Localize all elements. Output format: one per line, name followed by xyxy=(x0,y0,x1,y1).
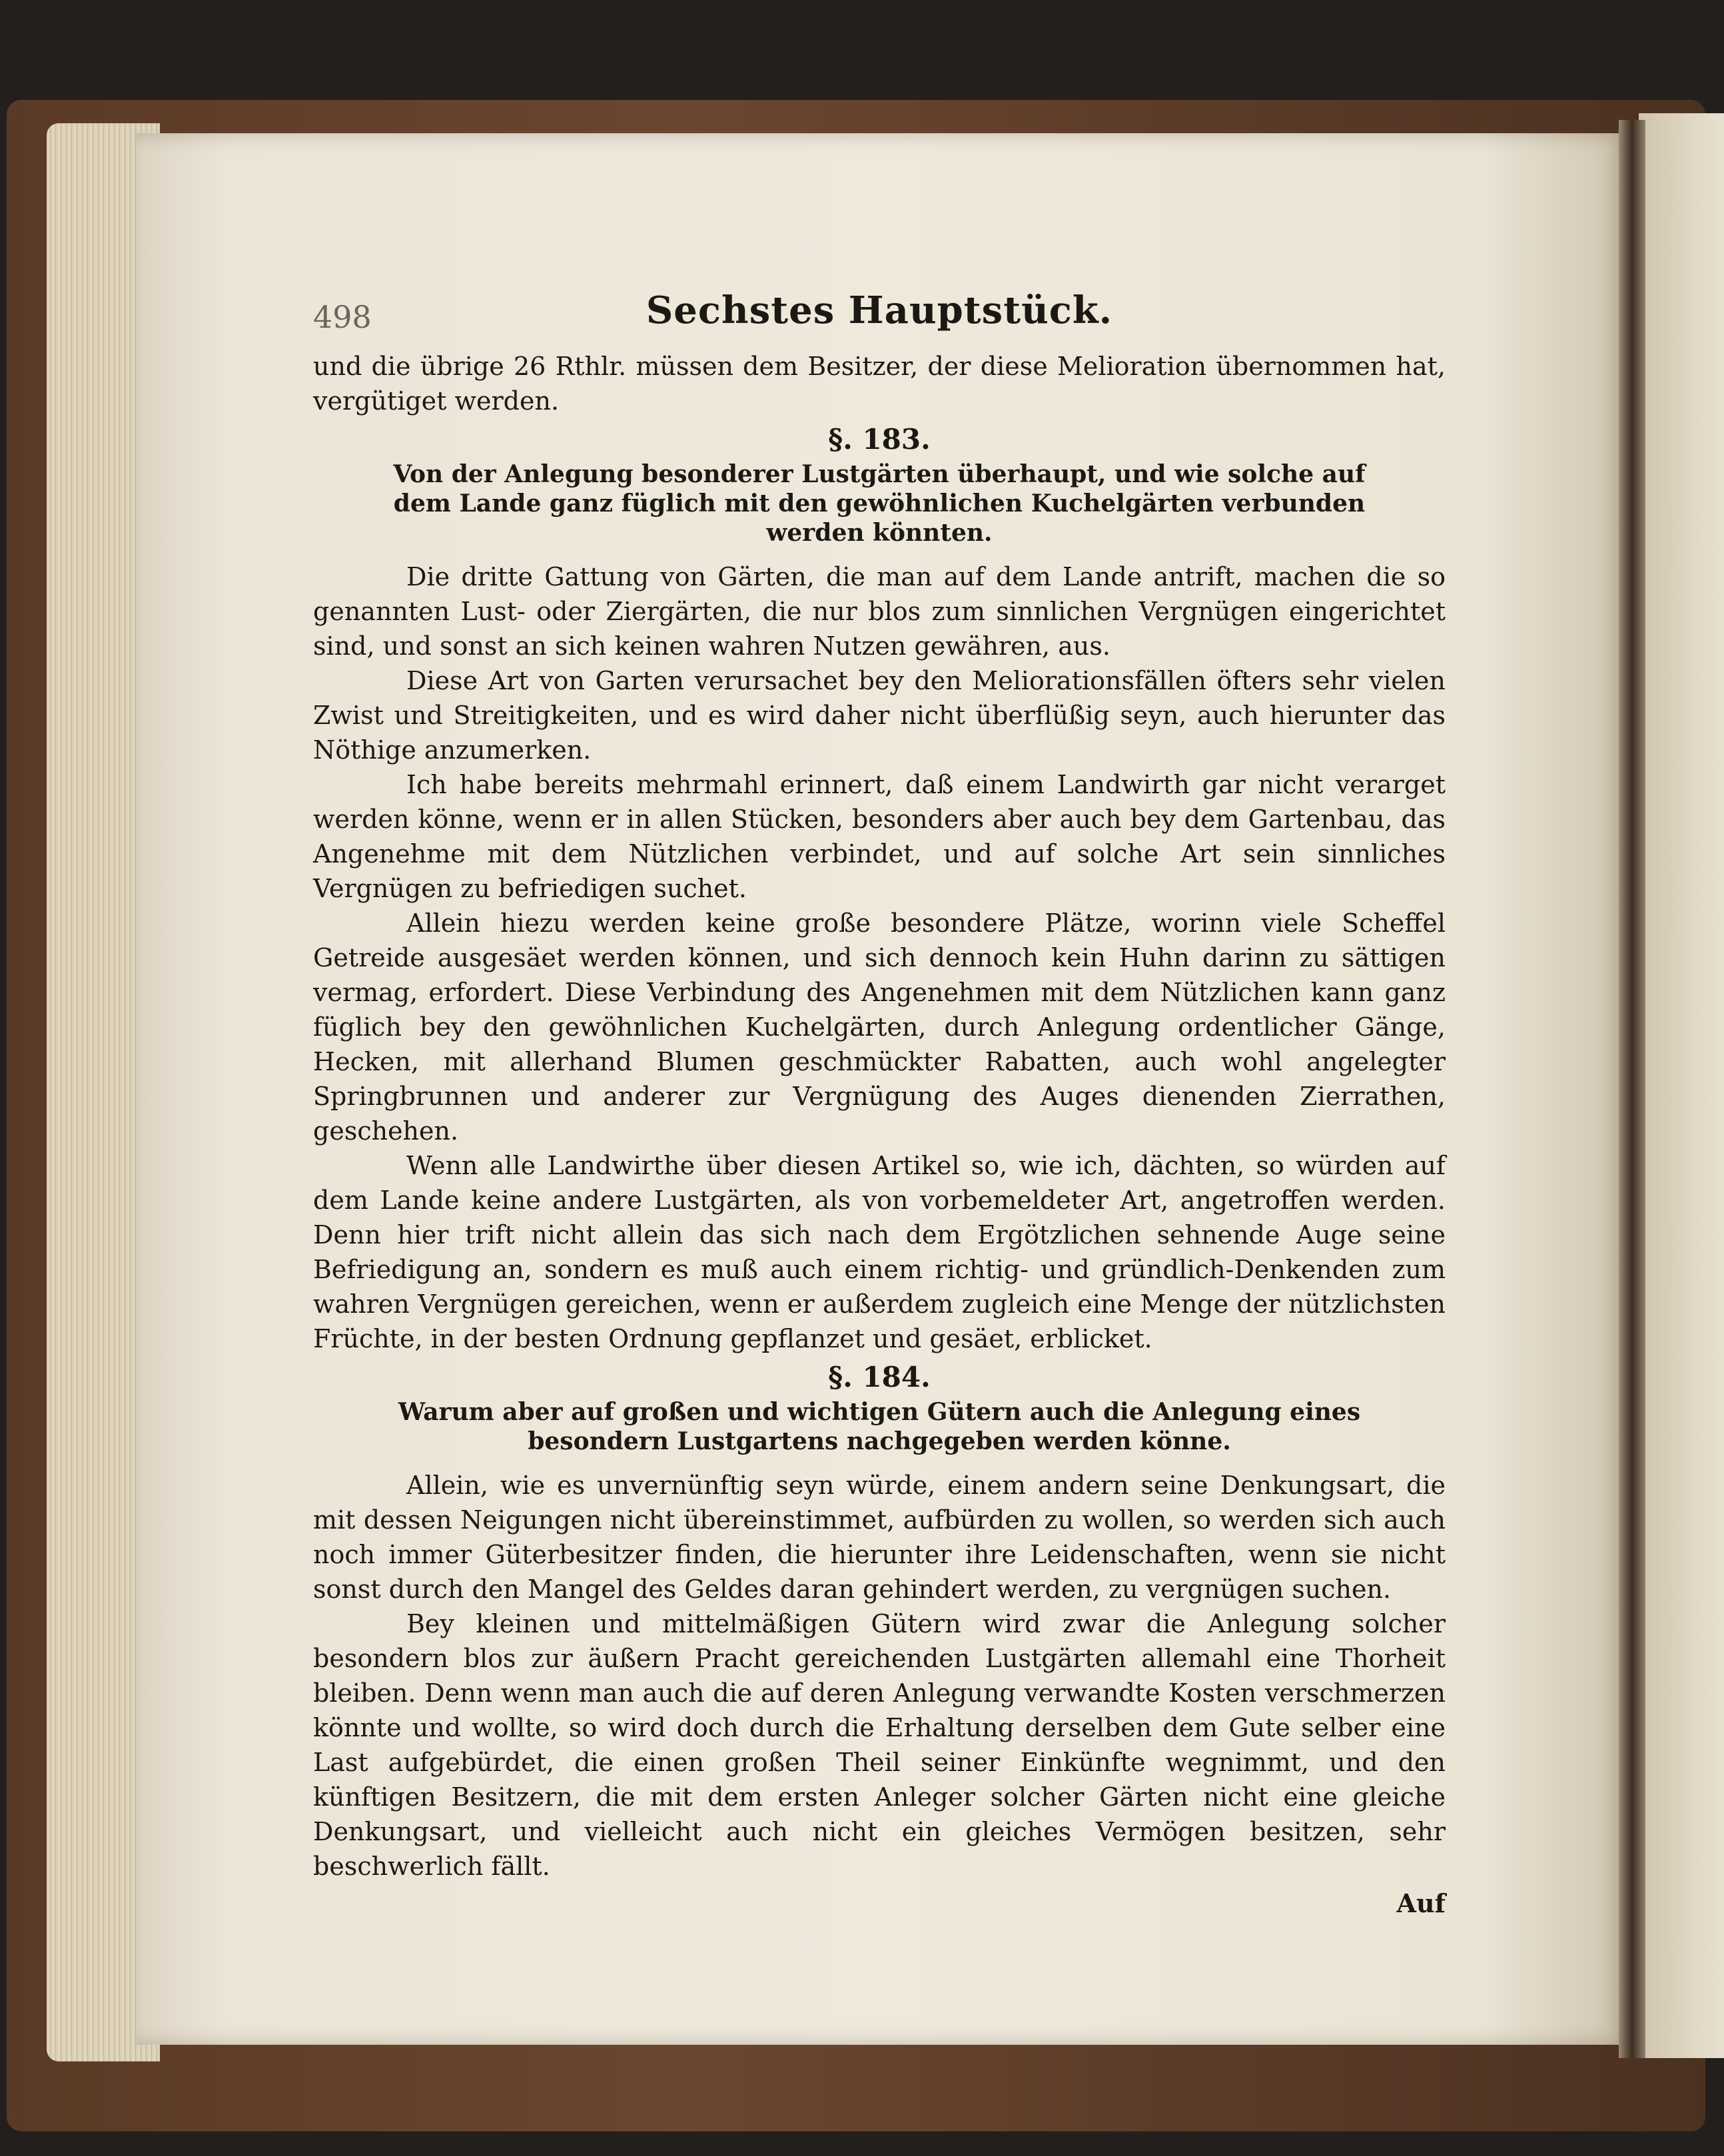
catchword: Auf xyxy=(1396,1888,1446,1918)
paragraph: Ich habe bereits mehrmahl erinnert, daß einem Landwirth gar nicht verarget werden könne, wenn er in allen Stücken, besonders aber auch bey dem Gartenbau, das Angenehme mit dem Nützlichen verbindet, und auf solche Art sein sinnliches Vergnügen zu befriedigen suchet. xyxy=(313,770,1446,903)
facing-page-edge xyxy=(1639,113,1724,2058)
section-183-number: §. 183. xyxy=(828,423,931,456)
page-header xyxy=(313,288,1446,346)
book-gutter xyxy=(1619,120,1645,2058)
paragraph: Allein hiezu werden keine große besondere Plätze, worinn viele Scheffel Getreide ausgesäet werden können, und sich dennoch kein Huhn darinn zu sättigen vermag, erfordert. Diese Verbindung des Angenehmen mit dem Nützlichen kann ganz füglich bey den gewöhnlichen Kuchelgärten, durch Anlegung ordentlicher Gänge, Hecken, mit allerhand Blumen geschmückter Rabatten, auch wohl angelegter Springbrunnen und anderer zur Vergnügung des Auges dienenden Zierrathen, geschehen. xyxy=(313,908,1446,1146)
paragraph: Bey kleinen und mittelmäßigen Gütern wird zwar die Anlegung solcher besondern blos zur äußern Pracht gereichenden Lustgärten allemahl eine Thorheit bleiben. Denn wenn man auch die auf deren Anlegung verwandte Kosten verschmerzen könnte und wollte, so wird doch durch die Erhaltung derselben dem Gute selber eine Last aufgebürdet, die einen großen Theil seiner Einkünfte wegnimmt, und den künftigen Besitzern, die mit dem ersten Anleger solcher Gärten nicht eine gleiche Denkungsart, und vielleicht auch nicht ein gleiches Vermögen besitzen, sehr beschwerlich fällt. xyxy=(313,1609,1446,1881)
section-184-number: §. 184. xyxy=(828,1361,931,1393)
section-183-heading: Von der Anlegung besonderer Lustgärten überhaupt, und wie solche auf dem Lande ganz füglich mit den gewöhnlichen Kuchelgärten verbunden werden könnten. xyxy=(393,460,1366,547)
running-title: Sechstes Hauptstück. xyxy=(646,288,1113,332)
page-text xyxy=(313,288,1446,1921)
paragraph: Wenn alle Landwirthe über diesen Artikel so, wie ich, dächten, so würden auf dem Lande keine andere Lustgärten, als von vorbemeldeter Art, angetroffen werden. Denn hier trift nicht allein das sich nach dem Ergötzlichen sehnende Auge seine Befriedigung an, sondern es muß auch einem richtig- und gründlich-Denkenden zum wahren Vergnügen gereichen, wenn er außerdem zugleich eine Menge der nützlichsten Früchte, in der besten Ordnung gepflanzet und gesäet, erblicket. xyxy=(313,1151,1446,1353)
paragraph: Allein, wie es unvernünftig seyn würde, einem andern seine Denkungsart, die mit dessen Neigungen nicht übereinstimmet, aufbürden zu wollen, so werden sich auch noch immer Güterbesitzer finden, die hierunter ihre Leidenschaften, wenn sie nicht sonst durch den Mangel des Geldes daran gehindert werden, zu vergnügen suchen. xyxy=(313,1471,1446,1604)
paragraph: Die dritte Gattung von Gärten, die man auf dem Lande antrift, machen die so genannten Lust- oder Ziergärten, die nur blos zum sinnlichen Vergnügen eingerichtet sind, und sonst an sich keinen wahren Nutzen gewähren, aus. xyxy=(313,562,1446,661)
continuation-text: und die übrige 26 Rthlr. müssen dem Besitzer, der diese Melioration übernommen hat, vergütiget werden. xyxy=(313,352,1446,416)
paragraph: Diese Art von Garten verursachet bey den Meliorationsfällen öfters sehr vielen Zwist und Streitigkeiten, und es wird daher nicht überflüßig seyn, auch hierunter das Nöthige anzumerken. xyxy=(313,666,1446,765)
page-number: 498 xyxy=(313,299,372,335)
section-184-heading: Warum aber auf großen und wichtigen Gütern auch die Anlegung eines besondern Lustgartens nachgegeben werden könne. xyxy=(398,1398,1361,1455)
